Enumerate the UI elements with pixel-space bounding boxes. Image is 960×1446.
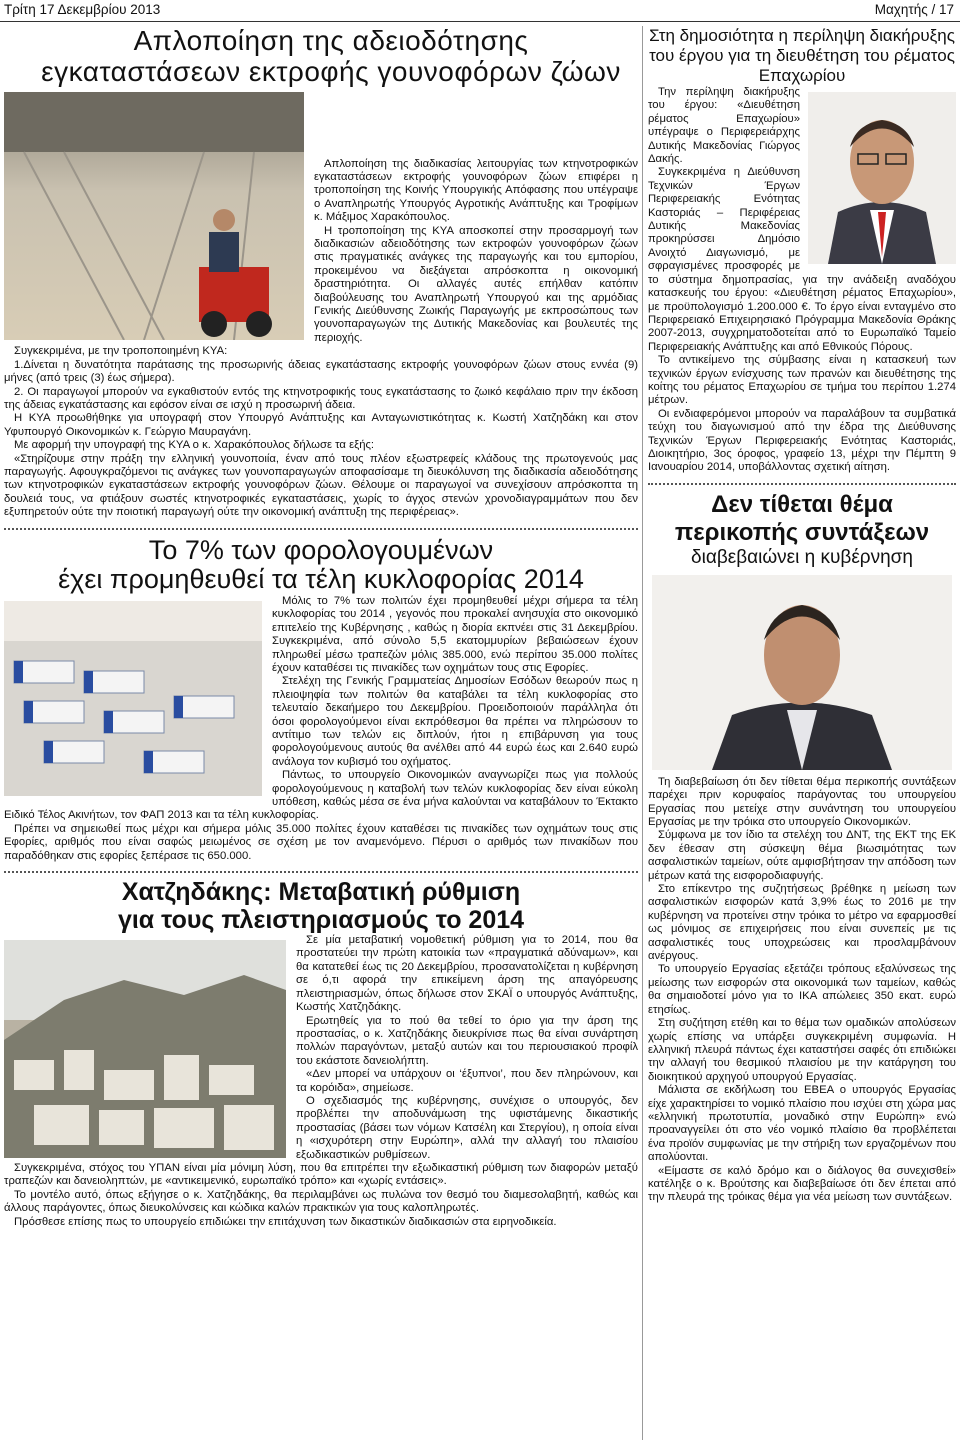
- article-title: Δεν τίθεται θέμα περικοπής συντάξεων: [674, 490, 930, 546]
- article-body: Μόλις το 7% των πολιτών έχει προμηθευθεί μέχρι σήμερα τα τέλη κυκλοφορίας του 2014 , γεγονός που προκαλεί ανησυχία στο οικονομικό επιτελείο της Κυβέρνησης , καθώς η διορία εκπνέει στις 31 Δεκεμβρίου. Συγκεκριμένα, από σύνολο 5,5 εκατομμυρίων βεβαιώσεων έχουν πληρωθεί μέσω τραπεζών μόλις 385.000, ενώ περίπου 35.000 πολίτες έχουν καταθέσει τις πινακίδες των οχημάτων τους στις Εφορίες. Στελέχη της Γενικής Γραμματείας Δημοσίων Εσόδων θεωρούν πως η πλειοψηφία των πολιτών θα καταβάλει τα τέλη κυκλοφορίας στο τελευταίο δεκαήμερο του Δεκεμβρίου. Προειδοποιούν παράλληλα ότι όσοι φορολογούμενοι είναι εκπρόθεσμοι θα πρέπει να πληρώσουν το αντίτιμο των τελών εις διπλούν, ήτοι η επιβάρυνση για τους φορολογούμενους αυτούς θα ανέλθει από 44 ευρώ έως και 2.640 ευρώ ανάλογα τον κυβισμό του οχήματος. Πάντως, το υπουργείο Οικονομικών αναγνωρίζει πως για πολλούς φορολογούμενους η καταβολή των τελών κυκλοφορίας δεν είναι εύκολη υπόθεση, καθώς μέσα σε ένα μήνα καλούνται να καταβάλουν το Έκτακτο Ειδικό Τέλος Ακινήτων, τον ΦΑΠ 2013 και τα τέλη κυκλοφορίας. Πρέπει να σημειωθεί πως μέχρι και σήμερα μόλις 35.000 πολίτες έχουν καταθέσει τις πινακίδες των οχημάτων τους στις Εφορίες, αριθμός που είναι σαφώς μειωμένος σε σχέση με τον αναμενόμενο. Πέρυσι ο αριθμός των πινακίδων που παραδόθηκαν στις εφορίες ξεπέρασε τις 650.000.: [4, 594, 638, 862]
- issue-date: Τρίτη 17 Δεκεμβρίου 2013: [4, 2, 161, 17]
- article-body: Απλοποίηση της διαδικασίας λειτουργίας των κτηνοτροφικών εγκαταστάσεων εκτροφής γουνοφόρων ζώων επιφέρει η τροποποίηση της Κοινής Υπουργικής Απόφασης που υπέγραψε ο Αναπληρωτής Υπουργός Αγροτικής Ανάπτυξης και Τροφίμων κ. Μάξιμος Χαρακόπουλος. Η τροποποίηση της ΚΥΑ αποσκοπεί στην προσαρμογή των διαδικασιών αδειοδότησης των εκτροφών γουνοφόρων ζώων στις πραγματικές ανάγκες της παραγωγής και του εμπορίου, προκειμένου να διεξάγεται απρόσκοπτα η οικονομική δραστηριότητα. Οι αλλαγές αυτές επήλθαν κατόπιν διαβούλευσης του Αναπληρωτή Υπουργού και της αρμόδιας Γενικής Διεύθυνσης Ζωικής Παραγωγής με εκπροσώπους των γουνοπαραγωγών της Δυτικής Μακεδονίας και βουλευτές της περιοχής. Συγκεκριμένα, με την τροποποιημένη ΚΥΑ: 1.Δίνεται η δυνατότητα παράτασης της προσωρινής άδειας εγκατάστασης εκτροφής γουνοφόρων ζώων στους εννέα (9) μήνες (από τρεις (3) έως σήμερα). 2. Οι παραγωγοί μπορούν να εγκαθιστούν εντός της κτηνοτροφικής τους εγκατάστασης το ζωικό κεφάλαιο πριν την έκδοση της άδειας εγκατάστασης και εφόσον είναι σε ισχύ η προσωρινή άδεια. Η ΚΥΑ προωθήθηκε για υπογραφή στον Υπουργό Ανάπτυξης και Ανταγωνιστικότητας κ. Κωστή Χατζηδάκη και στον Υφυπουργό Οικονομικών κ. Γεώργιο Μαυραγάνη. Με αφορμή την υπογραφή της ΚΥΑ ο κ. Χαρακόπουλος δήλωσε τα εξής: «Στηρίζουμε στην πράξη την ελληνική γουνοποιία, έναν από τους πλέον εξωστρεφείς κλάδους της πρωτογενούς μας παραγωγής. Αφουγκραζόμενοι τις ανάγκες των γουνοπαραγωγών αποφασίσαμε τη διευκόλυνση της διαδικασία αδειοδότησης των κτηνοτροφικών εγκαταστάσεων εκτροφής γουνοφόρων ζώων. Θέλουμε οι παραγωγοί να συνεχίσουν απρόσκοπτα τη δουλειά τους, να φτιάξουν σωστές κτηνοτροφικές εγκαταστάσεις, χωρίς το άγχος στενών χρονοδιαγραμμάτων που δεν εξυπηρετούν ούτε την ποιοτική παραγωγή ούτε την οικονομική ανάπτυξη της περιφέρειας».: [4, 157, 638, 519]
- fur-farm-photo: [4, 92, 304, 340]
- article-road-tax: [4, 536, 638, 864]
- article-title: Απλοποίηση της αδειοδότησης εγκαταστάσεων εκτροφής γουνοφόρων ζώων: [41, 25, 621, 87]
- minister-photo: [652, 575, 952, 770]
- column-divider: [642, 26, 643, 1440]
- article-title: Στη δημοσιότητα η περίληψη διακήρυξης του έργου για τη διευθέτηση του ρέματος Επαχωρίου: [649, 26, 955, 85]
- separator: [4, 528, 638, 530]
- license-plates-photo: [4, 601, 262, 796]
- article-body: Την περίληψη διακήρυξης του έργου: «Διευθέτηση ρέματος Επαχωρίου» υπέγραψε ο Περιφερειάρχης Δυτικής Μακεδονίας Γιώργος Δακής. Συγκεκριμένα η Διεύθυνση Τεχνικών Έργων Περιφερειακής Ενότητας Καστοριάς – Περιφέρειας Δυτικής Μακεδονίας προκηρύσσει Δημόσιο Ανοιχτό Διαγωνισμό, με σφραγισμένες προσφορές με το σύστημα δημοπρασίας, για την ανάδειξη αναδόχου κατασκευής του έργου: «Διευθέτηση ρέματος Επαχωρίου», με προϋπολογισμό 1.200.000 €. Το έργο είναι ενταγμένο στο Περιφερειακό Επιχειρησιακό Πρόγραμμα Μακεδονία Θράκης 2007-2013, συγχρηματοδοτείται από το Ευρωπαϊκό Ταμείο Περιφερειακής Ανάπτυξης και από Εθνικούς Πόρους. Το αντικείμενο της σύμβασης είναι η κατασκευή των τεχνικών έργων ενίσχυσης των πρανών και διευθέτησης της κοίτης του ρέματος Επαχωρίου σε τμήμα του περίπου 1.274 μέτρων. Οι ενδιαφερόμενοι μπορούν να παραλάβουν τα συμβατικά τεύχη του διαγωνισμού από την έδρα της Διεύθυνσης Τεχνικών Έργων Περιφερειακής Ενότητας Καστοριάς, Διοικητήριο, 3ος όροφος, γραφείο 13, μέχρι την Πέμπτη 9 Ιανουαρίου 2014, υποβάλλοντας σχετική αίτηση.: [648, 86, 956, 474]
- article-title: Το 7% των φορολογουμένων έχει προμηθευθεί τα τέλη κυκλοφορίας 2014: [58, 534, 584, 595]
- article-pensions: [648, 491, 956, 1205]
- page-header: [0, 0, 960, 22]
- article-fur-farms: [4, 26, 638, 520]
- separator: [4, 871, 638, 873]
- page-number: Μαχητής / 17: [874, 2, 954, 17]
- article-foreclosures: [4, 879, 638, 1229]
- separator: [648, 483, 956, 485]
- article-subtitle: διαβεβαιώνει η κυβέρνηση: [691, 546, 913, 568]
- article-body: Σε μία μεταβατική νομοθετική ρύθμιση για το 2014, που θα προστατεύει την πρώτη κατοικία των «πραγματικά αδύναμων», και θα κατατεθεί έως τις 20 Δεκεμβρίου, προσανατολίζεται η κυβέρνηση σε ό,τι αφορά την επικείμενη άρση της απαγόρευσης πλειστηριασμών, όπως δήλωσε στον ΣΚΑΪ ο υπουργός Ανάπτυξης, Κωστής Χατζηδάκης. Ερωτηθείς για το πού θα τεθεί το όριο για την άρση της προστασίας, ο κ. Χατζηδάκης διευκρίνισε πως θα είναι συνάρτηση πολλών παραγόντων, μεταξύ αυτών και του περιουσιακού προφίλ του εκάστοτε δανειολήπτη. «Δεν μπορεί να υπάρχουν οι ‘έξυπνοι’, που δεν πληρώνουν, και τα κορόιδα», σημείωσε. Ο σχεδιασμός της κυβέρνησης, συνέχισε ο υπουργός, δεν προβλέπει την αποδυνάμωση της υφιστάμενης δικαστικής προστασίας (βάσει των νόμων Κατσέλη και Στεργίου), η οποία είναι η «ισχυρότερη στην Ευρώπη», αλλά την αλλαγή του πλαισίου εξωδικαστικών ρυθμίσεων. Συγκεκριμένα, στόχος του ΥΠΑΝ είναι μία μόνιμη λύση, που θα επιτρέπει την εξωδικαστική ρύθμιση των διαφορών μεταξύ τραπεζών και δανειοληπτών, με «αντικειμενικό, ευρωπαϊκό τρόπο» και «χωρίς εντάσεις». Το μοντέλο αυτό, όπως εξήγησε ο κ. Χατζηδάκης, θα περιλαμβάνει ως πυλώνα τον θεσμό του διαμεσολαβητή, καθώς και άλλους παράγοντες, όπως διευκολύνσεις και κώδικα καλών πρακτικών για τους καλοπληρωτές. Πρόσθεσε επίσης πως το υπουργείο επιδιώκει την επιτάχυνση των δικαστικών διαδικασιών στα ειρηνοδικεία.: [4, 934, 638, 1228]
- right-column: [648, 26, 956, 1205]
- article-body: Τη διαβεβαίωση ότι δεν τίθεται θέμα περικοπής συντάξεων παρέχει πριν κορυφαίος παράγοντας του υπουργείου Εργασίας που μετείχε στην συνάντηση του υπουργείου Εργασίας με την τρόικα στο υπουργείο Οικονομικών. Σύμφωνα με τον ίδιο τα στελέχη του ΔΝΤ, της ΕΚΤ της ΕΚ δεν έθεσαν στη σύσκεψη θέμα βιωσιμότητας των ασφαλιστικών ταμείων, ούτε αμφισβήτησαν την απόδοση των μέτρων κατά της εισφοροδιαφυγής. Στο επίκεντρο της συζητήσεως βρέθηκε η μείωση των ασφαλιστικών εισφορών κατά 3,9% έως το 2016 με την κυβέρνηση να προτείνει στην τρόικα το μέτρο να εφαρμοσθεί ως μόνιμος σε επιχειρήσεις που είναι συνεπείς με τις ασφαλιστικές τους υποχρεώσεις και προσλαμβάνουν ανέργους. Το υπουργείο Εργασίας εξετάζει τρόπους εξαλύνσεως της μείωσης των εισφορών στα οικονομικά των ταμείων, καθώς θα σημαιοδοτεί μόνο για το ΙΚΑ απώλειες 350 εκατ. ευρώ ετησίως. Στη συζήτηση ετέθη και το θέμα των ομαδικών απολύσεων χωρίς επίσης να υπάρξει συγκεκριμένη συμφωνία. Η ελληνική πλευρά πάντως έχει καταστήσει σαφές ότι επιδιώκει την αλλαγή του θεσμικού πλαισίου με την κατάργηση του διοικητικού αρχηγού υπουργού Εργασίας. Μάλιστα σε εκδήλωση του ΕΒΕΑ ο υπουργός Εργασίας είχε χαρακτηρίσει το νομικό πλαίσιο που ισχύει στη χώρα μας «ελληνική πρωτοτυπία, μοναδικό στην Ευρώπη» ενώ προαναγγείλει ότι στο νέο νομικό πλαίσιο θα προβλέπεται ένα προϊόν συμφωνίας με την στήριξη των εργαζομένων που απολύονται. «Είμαστε σε καλό δρόμο και ο διάλογος θα συνεχισθεί» κατέληξε ο κ. Βρούτσης και διαβεβαίωσε ότι δεν έπεται από την πλευρά της τρόικας θέμα για νέα μείωση των συντάξεων.: [648, 775, 956, 1204]
- main-column: [4, 26, 638, 1229]
- article-epachori-stream: [648, 26, 956, 475]
- article-title: Χατζηδάκης: Μεταβατική ρύθμιση για τους πλειστηριασμούς το 2014: [117, 878, 525, 934]
- city-photo: [4, 940, 286, 1158]
- governor-photo: [808, 92, 956, 264]
